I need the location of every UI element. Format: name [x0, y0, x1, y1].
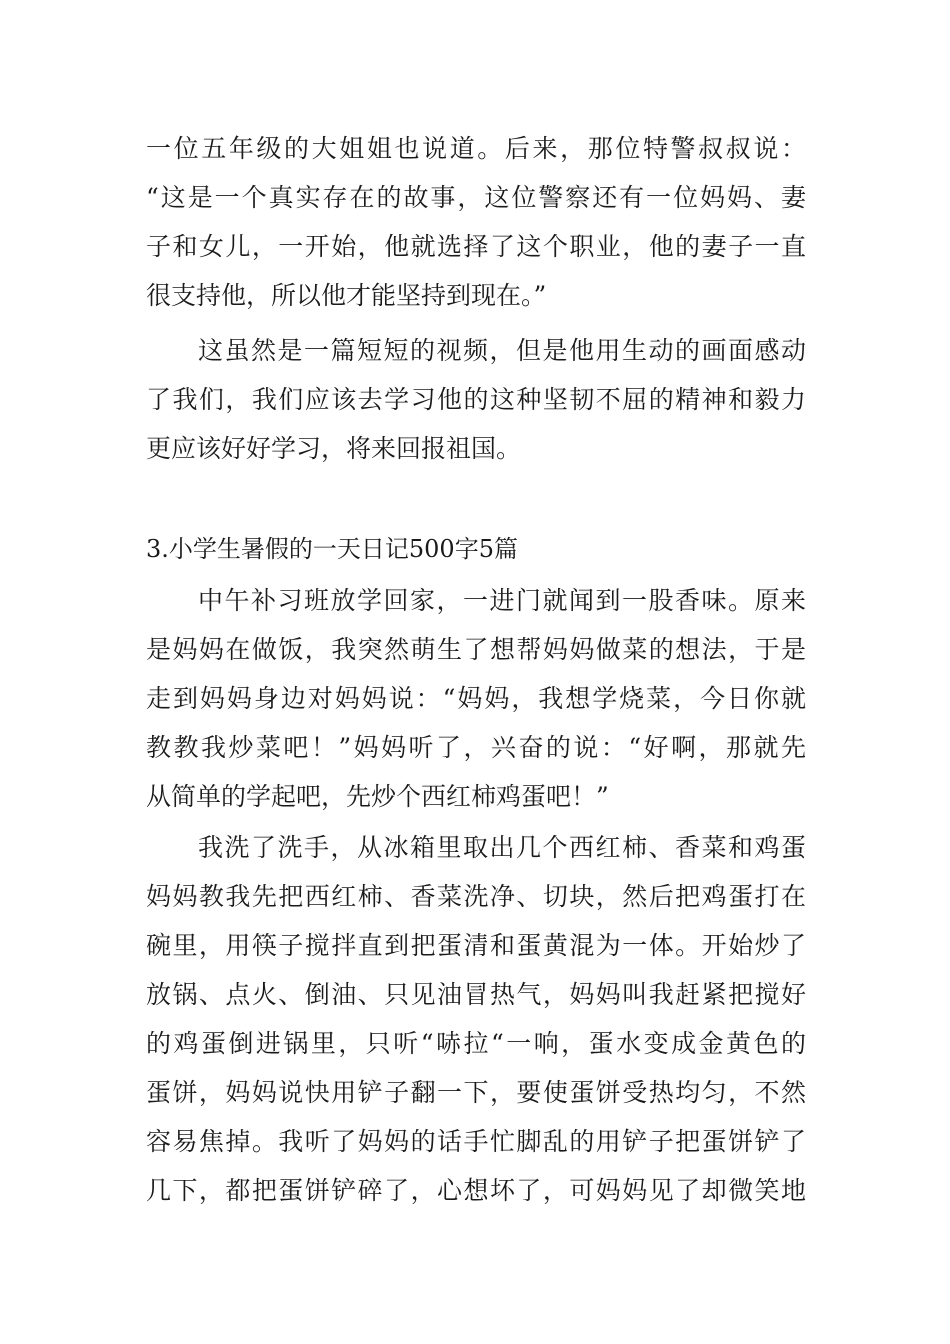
paragraph-1-line-3: 子和女儿，一开始，他就选择了这个职业，他的妻子一直 — [146, 232, 806, 261]
section-heading: 3.小学生暑假的一天日记500字5篇 — [146, 535, 518, 563]
paragraph-4-line-6: 蛋饼，妈妈说快用铲子翻一下，要使蛋饼受热均匀，不然 — [146, 1078, 806, 1107]
paragraph-1-line-1: 一位五年级的大姐姐也说道。后来，那位特警叔叔说： — [146, 134, 806, 163]
paragraph-1-line-4: 很支持他，所以他才能坚持到现在。” — [146, 281, 547, 310]
paragraph-3-line-4: 教教我炒菜吧！”妈妈听了，兴奋的说：“好啊，那就先 — [146, 733, 806, 762]
paragraph-3-line-5: 从简单的学起吧，先炒个西红柿鸡蛋吧！” — [146, 782, 609, 811]
paragraph-4-line-7: 容易焦掉。我听了妈妈的话手忙脚乱的用铲子把蛋饼铲了 — [146, 1127, 806, 1156]
paragraph-4-line-5: 的鸡蛋倒进锅里，只听“哧拉“一响，蛋水变成金黄色的 — [146, 1029, 806, 1058]
paragraph-3-line-1: 中午补习班放学回家，一进门就闻到一股香味。原来 — [198, 586, 806, 615]
paragraph-4-line-2: 妈妈教我先把西红柿、香菜洗净、切块，然后把鸡蛋打在 — [146, 882, 806, 911]
paragraph-4-line-4: 放锅、点火、倒油、只见油冒热气，妈妈叫我赶紧把搅好 — [146, 980, 806, 1009]
paragraph-4-line-8: 几下，都把蛋饼铲碎了，心想坏了，可妈妈见了却微笑地 — [146, 1176, 806, 1205]
paragraph-2-line-1: 这虽然是一篇短短的视频，但是他用生动的画面感动 — [198, 336, 806, 365]
paragraph-1-line-2: “这是一个真实存在的故事，这位警察还有一位妈妈、妻 — [146, 183, 806, 212]
paragraph-4-line-1: 我洗了洗手，从冰箱里取出几个西红柿、香菜和鸡蛋 — [198, 833, 806, 862]
paragraph-3-line-2: 是妈妈在做饭，我突然萌生了想帮妈妈做菜的想法，于是 — [146, 635, 806, 664]
paragraph-4-line-3: 碗里，用筷子搅拌直到把蛋清和蛋黄混为一体。开始炒了 — [146, 931, 806, 960]
paragraph-3-line-3: 走到妈妈身边对妈妈说：“妈妈，我想学烧菜，今日你就 — [146, 684, 806, 713]
paragraph-2-line-3: 更应该好好学习，将来回报祖国。 — [146, 434, 522, 463]
paragraph-2-line-2: 了我们，我们应该去学习他的这种坚韧不屈的精神和毅力 — [146, 385, 806, 414]
